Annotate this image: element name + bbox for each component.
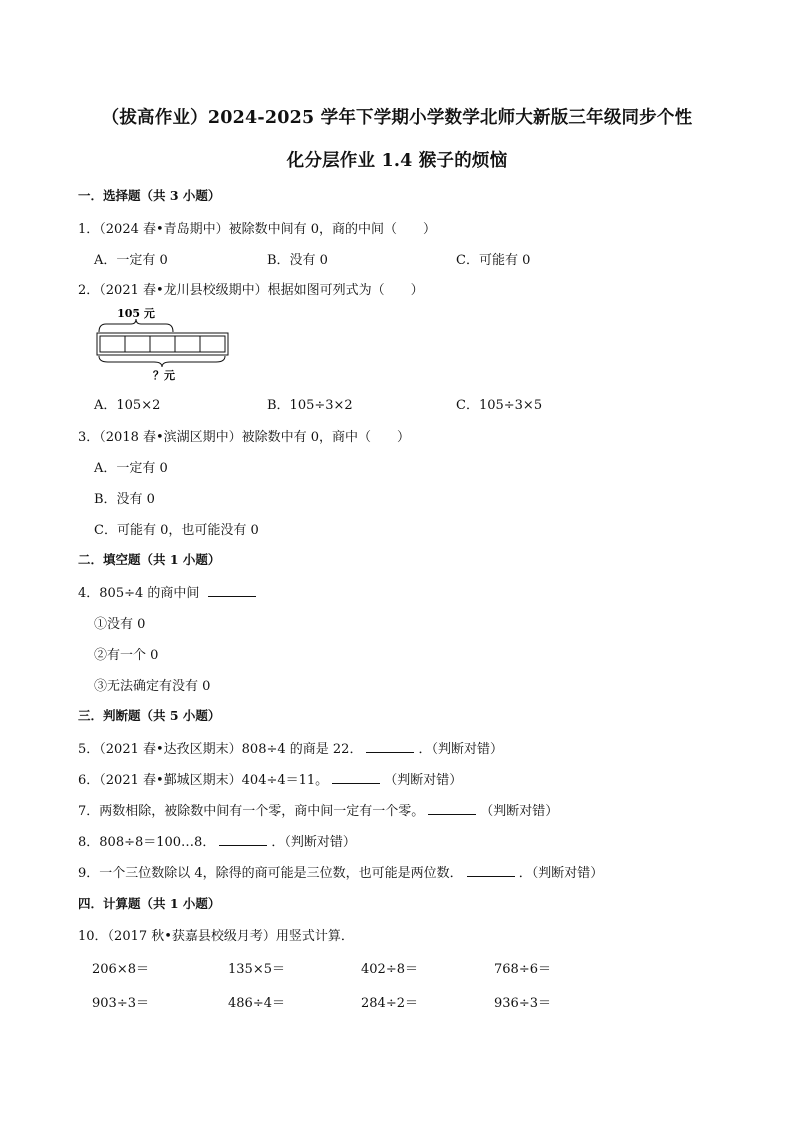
question-3-option-c: C．可能有 0，也可能没有 0 (94, 523, 259, 538)
question-3-option-b: B．没有 0 (94, 492, 155, 507)
section-heading-choice: 一．选择题（共 3 小题） (78, 188, 221, 203)
question-3-option-a: A．一定有 0 (94, 461, 168, 476)
question-1-option-b: B．没有 0 (267, 253, 328, 268)
question-6 (78, 769, 462, 788)
question-7-answer-blank[interactable] (428, 804, 476, 815)
question-2-option-c: C．105÷3×5 (456, 398, 543, 413)
question-4-option-1: ①没有 0 (94, 617, 146, 632)
question-10-stem: 10．（2017 秋•获嘉县校级月考）用竖式计算． (78, 929, 354, 944)
calc-item: 135×5＝ (228, 962, 285, 977)
question-4-option-2: ②有一个 0 (94, 648, 159, 663)
question-9 (78, 862, 603, 881)
question-2-stem: 2．（2021 春•龙川县校级期中）根据如图可列式为（ ） (78, 283, 424, 298)
calc-item: 206×8＝ (92, 962, 149, 977)
question-2-option-a: A．105×2 (94, 398, 161, 413)
question-8-suffix: ．（判断对错） (271, 835, 356, 850)
question-4-answer-blank[interactable] (208, 586, 256, 597)
question-5-suffix: ．（判断对错） (418, 742, 503, 757)
question-9-text: 9．一个三位数除以 4，除得的商可能是三位数，也可能是两位数． (78, 866, 463, 881)
question-8-text: 8．808÷8＝100…8． (78, 835, 216, 850)
question-7 (78, 800, 558, 819)
question-9-suffix: ．（判断对错） (518, 866, 604, 881)
page-title-line1: （拔高作业）2024-2025 学年下学期小学数学北师大新版三年级同步个性 (101, 108, 693, 128)
section-heading-fill: 二．填空题（共 1 小题） (78, 552, 221, 567)
figure-bottom-brace (99, 356, 225, 367)
calc-item: 903÷3＝ (92, 996, 149, 1011)
question-9-answer-blank[interactable] (467, 866, 515, 877)
question-6-text: 6．（2021 春•鄞城区期末）404÷4＝11。 (78, 773, 329, 788)
question-4-option-3: ③无法确定有没有 0 (94, 679, 211, 694)
question-8 (78, 831, 356, 850)
question-1-option-c: C．可能有 0 (456, 253, 531, 268)
section-heading-judge: 三．判断题（共 5 小题） (78, 708, 221, 723)
question-5-text: 5．（2021 春•达孜区期末）808÷4 的商是 22． (78, 742, 363, 757)
question-1-stem: 1．（2024 春•青岛期中）被除数中间有 0，商的中间（ ） (78, 222, 437, 237)
question-6-answer-blank[interactable] (332, 773, 380, 784)
calc-item: 402÷8＝ (361, 962, 418, 977)
question-7-suffix: （判断对错） (480, 804, 559, 819)
question-4 (78, 582, 260, 601)
figure-bottom-label: ？元 (153, 369, 175, 382)
calc-item: 768÷6＝ (494, 962, 551, 977)
page-title-line2: 化分层作业 1.4 猴子的烦恼 (286, 151, 508, 171)
calc-item: 284÷2＝ (361, 996, 418, 1011)
question-5-answer-blank[interactable] (366, 742, 414, 753)
question-2-figure (96, 304, 236, 384)
question-4-stem: 4．805÷4 的商中间 (78, 586, 200, 601)
question-2-option-b: B．105÷3×2 (267, 398, 353, 413)
figure-top-brace (99, 319, 173, 332)
question-3-stem: 3．（2018 春•滨湖区期中）被除数中有 0，商中（ ） (78, 430, 411, 445)
calc-item: 936÷3＝ (494, 996, 551, 1011)
question-1-option-a: A．一定有 0 (94, 253, 168, 268)
section-heading-calc: 四．计算题（共 1 小题） (78, 896, 221, 911)
question-6-suffix: （判断对错） (384, 773, 463, 788)
question-8-answer-blank[interactable] (219, 835, 267, 846)
question-5 (78, 738, 503, 757)
figure-bar-inner (100, 336, 225, 352)
figure-top-label: 105 元 (117, 307, 155, 320)
calc-item: 486÷4＝ (228, 996, 285, 1011)
question-7-text: 7．两数相除，被除数中间有一个零，商中间一定有一个零。 (78, 804, 425, 819)
